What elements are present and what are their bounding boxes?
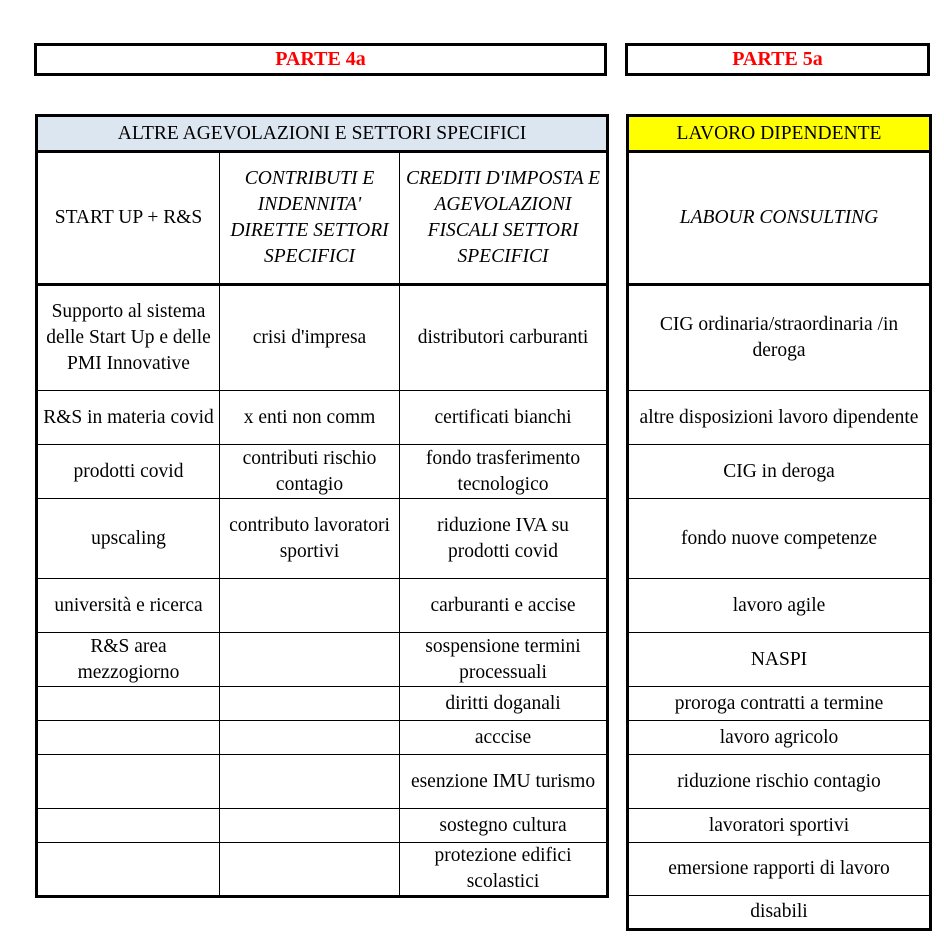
table-title: ALTRE AGEVOLAZIONI E SETTORI SPECIFICI [37,116,608,152]
table-cell: fondo nuove competenze [628,499,931,579]
table-cell: università e ricerca [37,579,220,633]
table-cell [220,721,400,755]
table-cell: protezione edifici scolastici [400,843,608,897]
table-row [37,843,608,897]
table-row [628,755,931,809]
table-cell: emersione rapporti di lavoro [628,843,931,896]
column-header: CONTRIBUTI E INDENNITA' DIRETTE SETTORI SPECIFICI [220,152,400,285]
table-cell [37,687,220,721]
table-cell: crisi d'impresa [220,285,400,391]
table-cell: upscaling [37,499,220,579]
table-cell [220,843,400,897]
table-row [628,843,931,896]
table-cell: lavoro agile [628,579,931,633]
table-cell: fondo trasferimento tecnologico [400,445,608,499]
table-row [37,285,608,391]
parte-4a-header: PARTE 4a [34,43,607,76]
table-row [37,633,608,687]
table-cell: carburanti e accise [400,579,608,633]
table-cell: prodotti covid [37,445,220,499]
table-cell: x enti non comm [220,391,400,445]
table-cell [37,843,220,897]
table-cell [37,809,220,843]
table-cell: Supporto al sistema delle Start Up e delle PMI Innovative [37,285,220,391]
table-cell: acccise [400,721,608,755]
table-row [628,285,931,391]
table-row [37,721,608,755]
table-altre-agevolazioni [35,114,609,898]
table-cell: lavoro agricolo [628,721,931,755]
table-title: LAVORO DIPENDENTE [628,116,931,152]
table-cell [37,721,220,755]
table-cell [220,633,400,687]
parte-5a-header: PARTE 5a [625,43,930,76]
table-cell: sospensione termini processuali [400,633,608,687]
column-header: CREDITI D'IMPOSTA E AGEVOLAZIONI FISCALI SETTORI SPECIFICI [400,152,608,285]
table-cell: proroga contratti a termine [628,687,931,721]
table-cell: CIG in deroga [628,445,931,499]
table-row [628,579,931,633]
table-cell [37,755,220,809]
column-header: LABOUR CONSULTING [628,152,931,285]
table-cell: riduzione rischio contagio [628,755,931,809]
table-cell: altre disposizioni lavoro dipendente [628,391,931,445]
table-cell [220,687,400,721]
table-cell: contributo lavoratori sportivi [220,499,400,579]
table-cell: NASPI [628,633,931,687]
table-cell: riduzione IVA su prodotti covid [400,499,608,579]
table-row [628,721,931,755]
table-row [628,499,931,579]
table-cell: diritti doganali [400,687,608,721]
table-cell [220,579,400,633]
table-cell: esenzione IMU turismo [400,755,608,809]
table-row [37,499,608,579]
column-header: START UP + R&S [37,152,220,285]
table-cell: sostegno cultura [400,809,608,843]
table-row [628,809,931,843]
table-cell: R&S area mezzogiorno [37,633,220,687]
table-row [37,687,608,721]
table-cell: contributi rischio contagio [220,445,400,499]
table-row [628,445,931,499]
table-cell: R&S in materia covid [37,391,220,445]
table-row [628,687,931,721]
table-cell [220,809,400,843]
table-lavoro-dipendente [626,114,932,931]
table-cell: CIG ordinaria/straordinaria /in deroga [628,285,931,391]
table-cell [220,755,400,809]
table-cell: distributori carburanti [400,285,608,391]
table-row [628,391,931,445]
table-cell: disabili [628,896,931,930]
table-cell: lavoratori sportivi [628,809,931,843]
table-row [37,445,608,499]
table-row [37,755,608,809]
table-row [628,896,931,930]
table-row [37,809,608,843]
table-row [628,633,931,687]
table-cell: certificati bianchi [400,391,608,445]
table-row [37,391,608,445]
table-row [37,579,608,633]
